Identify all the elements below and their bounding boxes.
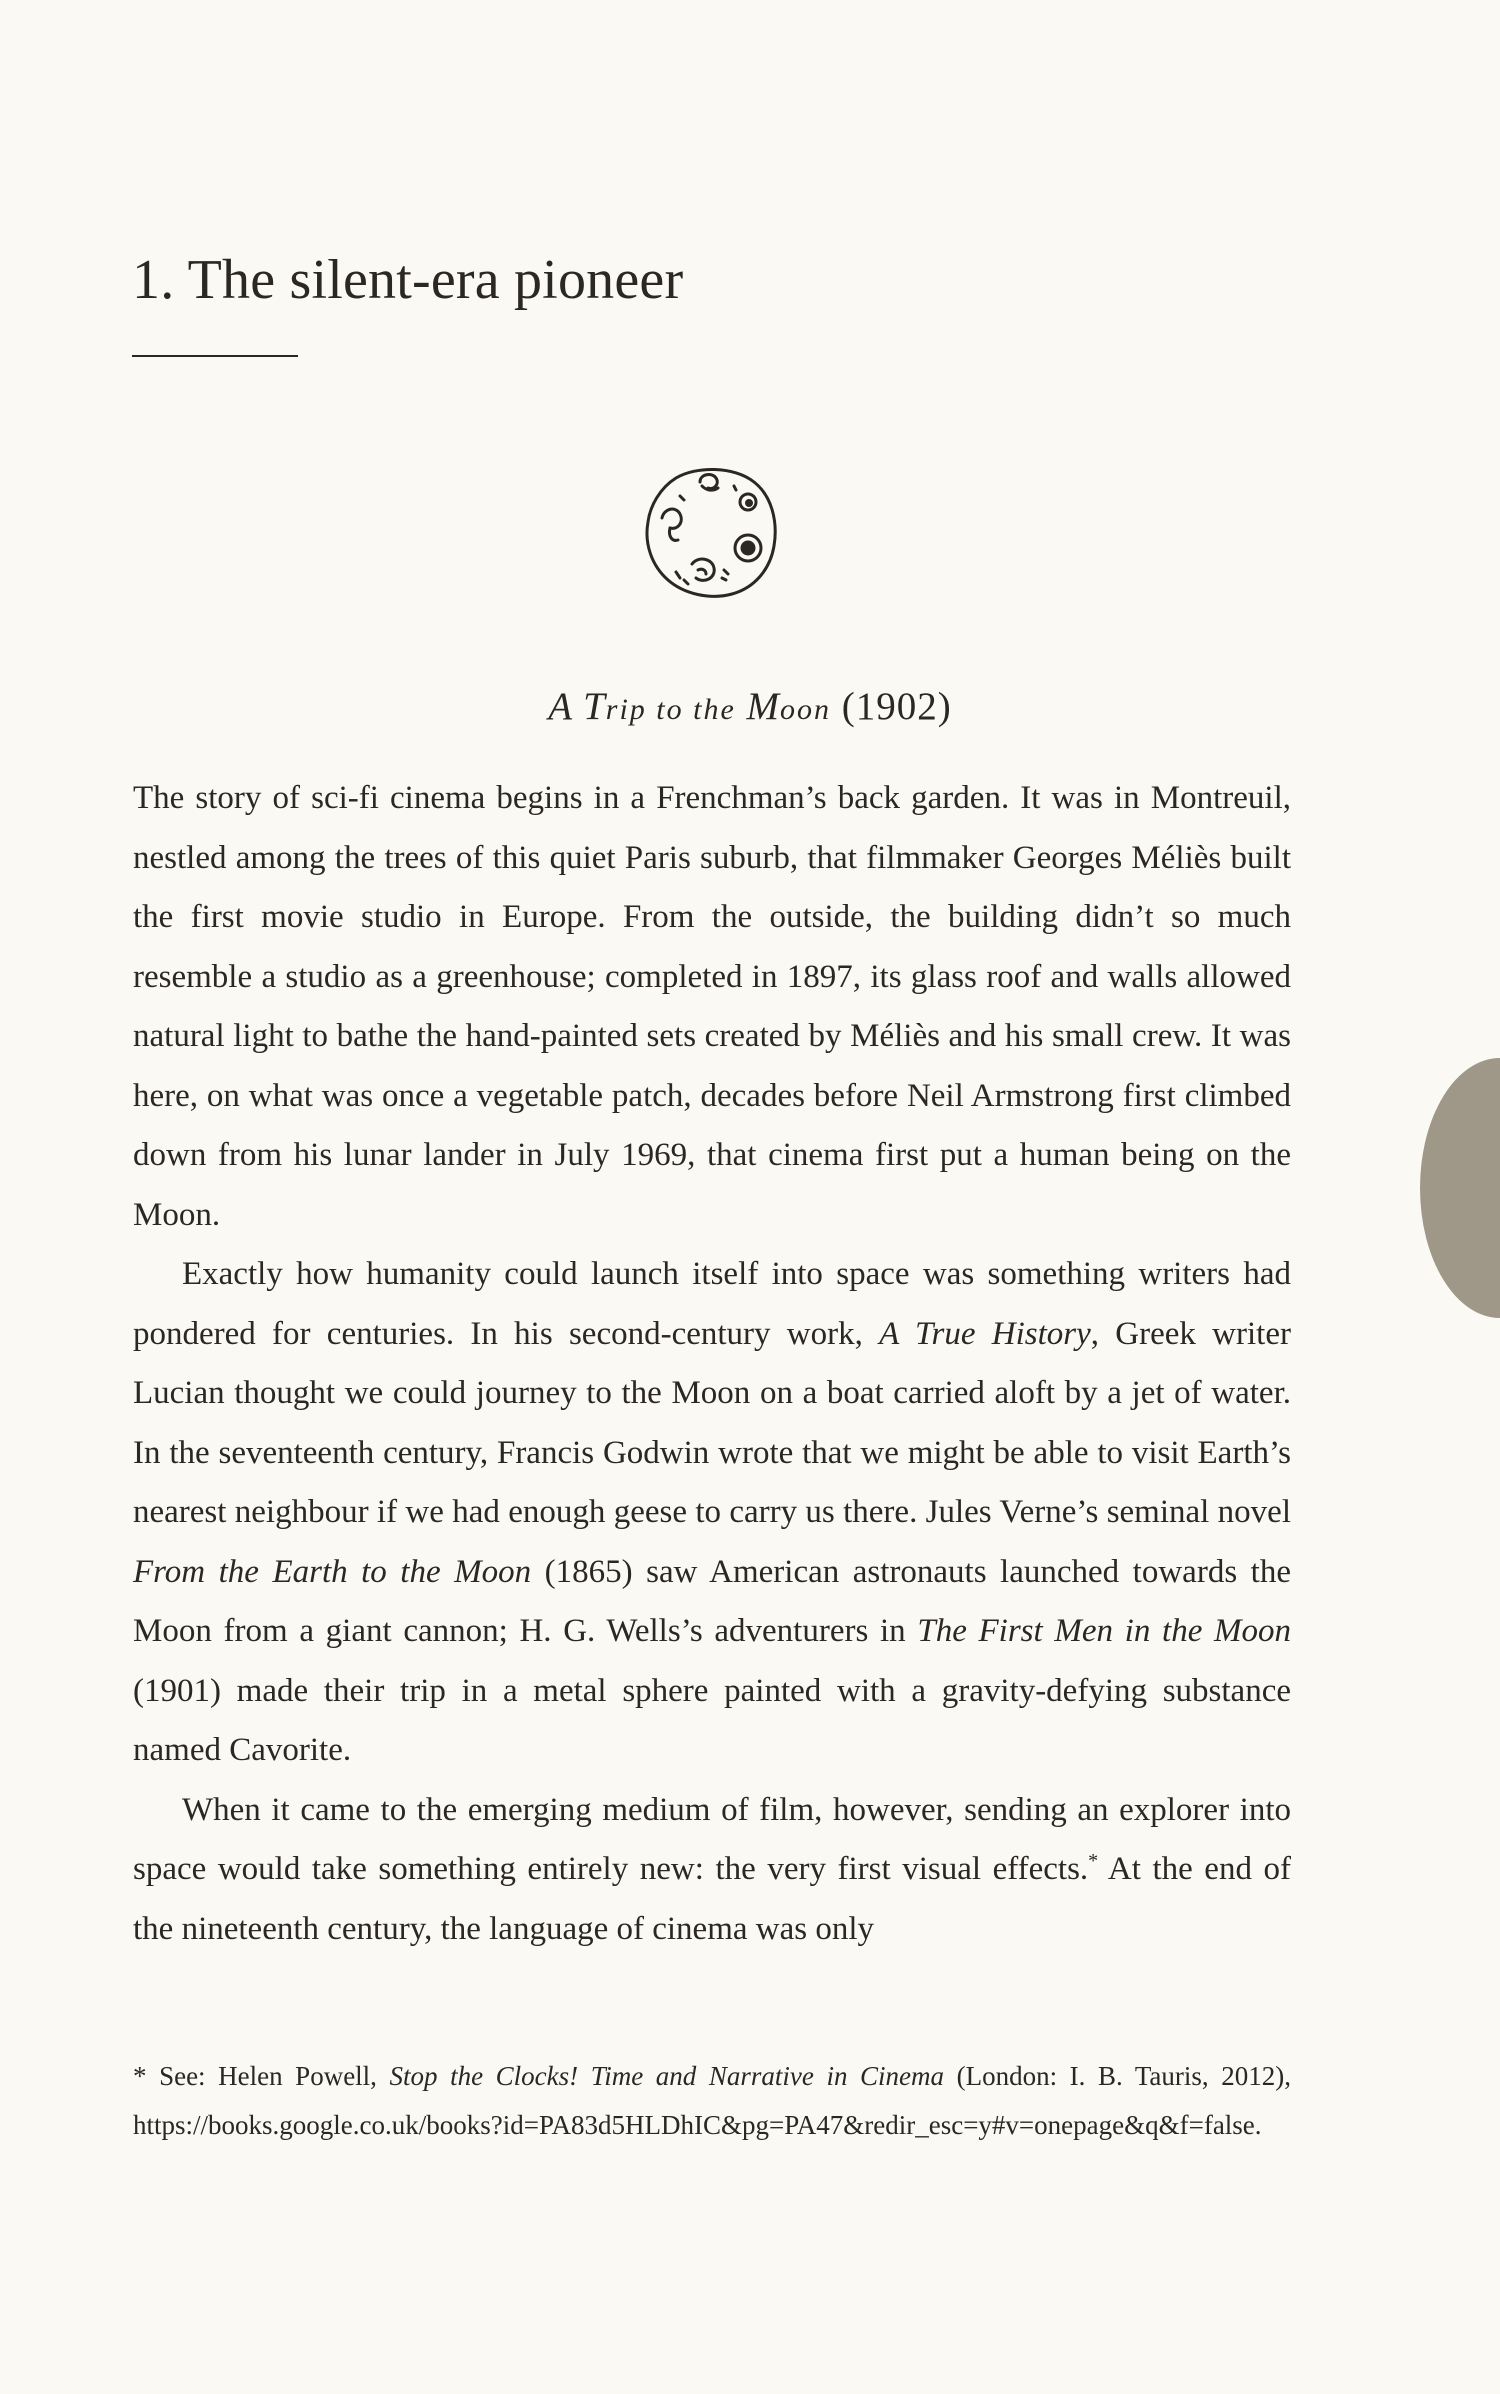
chapter-title: 1. The silent-era pioneer xyxy=(132,249,684,311)
body-text xyxy=(133,769,1291,1959)
paragraph-1: The story of sci-fi cinema begins in a Frenchman’s back garden. It was in Montreuil, nestled among the trees of this quiet Paris suburb, that filmmaker Georges Méliès built the first movie studio in Europe. From the outside, the building didn’t so much resemble a studio as a greenhouse; completed in 1897, its glass roof and walls allowed natural light to bathe the hand-painted sets created by Méliès and his small crew. It was here, on what was once a vegetable patch, decades before Neil Armstrong first climbed down from his lunar lander in July 1969, that cinema first put a human being on the Moon. xyxy=(133,780,1291,1233)
footnote-marker: * xyxy=(1088,1850,1099,1872)
footnote: * See: Helen Powell, Stop the Clocks! Time and Narrative in Cinema (London: I. B. Tauris, 2012), https://books.google.co.uk/books?id=PA83d5HLDhIC&pg=PA47&redir_esc=y#v=onepage&q&f=false. xyxy=(133,2061,1291,2140)
paragraph-2: Exactly how humanity could launch itself into space was something writers had pondered for centuries. In his second-century work, A True History, Greek writer Lucian thought we could journey to the Moon on a boat carried aloft by a jet of water. In the seventeenth century, Francis Godwin wrote that we might be able to visit Earth’s nearest neighbour if we had enough geese to carry us there. Jules Verne’s seminal novel From the Earth to the Moon (1865) saw American astronauts launched towards the Moon from a giant cannon; H. G. Wells’s adventurers in The First Men in the Moon (1901) made their trip in a metal sphere painted with a gravity-defying substance named Cavorite. xyxy=(133,1256,1292,1768)
thumb-tab xyxy=(1420,1058,1500,1318)
moon-emblem-icon xyxy=(636,456,786,606)
paragraph-3: When it came to the emerging medium of film, however, sending an explorer into space would take something entirely new: the very first visual effects.* At the end of the nineteenth century, the language of cinema was only xyxy=(133,1791,1291,1947)
film-heading: A Trip to the Moon (1902) xyxy=(548,685,952,728)
title-rule xyxy=(132,355,298,357)
